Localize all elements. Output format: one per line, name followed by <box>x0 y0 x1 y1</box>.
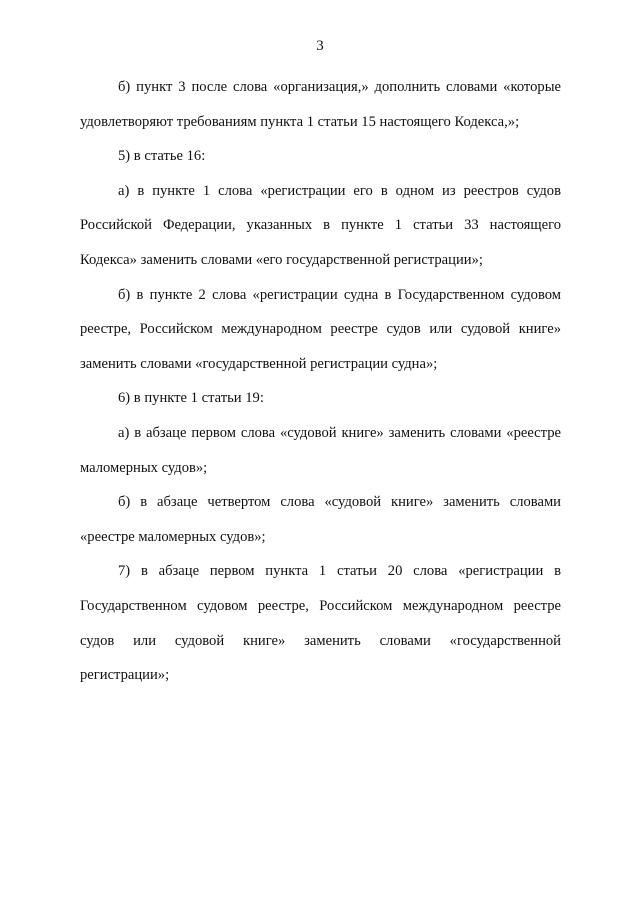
document-body <box>80 70 561 693</box>
paragraph-6: а) в абзаце первом слова «судовой книге» заменить словами «реестре маломерных судов»; <box>80 424 561 476</box>
paragraph-3: а) в пункте 1 слова «регистрации его в одном из реестров судов Российской Федерации, указанных в пункте 1 статьи 33 настоящего Кодекса» заменить словами «его государственной регистрации»; <box>80 182 561 268</box>
paragraph-7: б) в абзаце четвертом слова «судовой книге» заменить словами «реестре маломерных судов»; <box>80 494 561 545</box>
paragraph-1: б) пункт 3 после слова «организация,» дополнить словами «которые удовлетворяют требованиям пункта 1 статьи 15 настоящего Кодекса,»; <box>80 79 561 130</box>
page-number: 3 <box>316 38 324 54</box>
paragraph-2: 5) в статье 16: <box>118 148 206 165</box>
paragraph-5: 6) в пункте 1 статьи 19: <box>118 390 264 407</box>
paragraph-8: 7) в абзаце первом пункта 1 статьи 20 слова «регистрации в Государственном судовом реестре, Российском международном реестре судов или судовой книге» заменить словами «государственной регистрации»; <box>80 563 561 684</box>
paragraph-4: б) в пункте 2 слова «регистрации судна в Государственном судовом реестре, Российском международном реестре судов или судовой книге» заменить словами «государственной регистрации судна»; <box>80 286 561 372</box>
